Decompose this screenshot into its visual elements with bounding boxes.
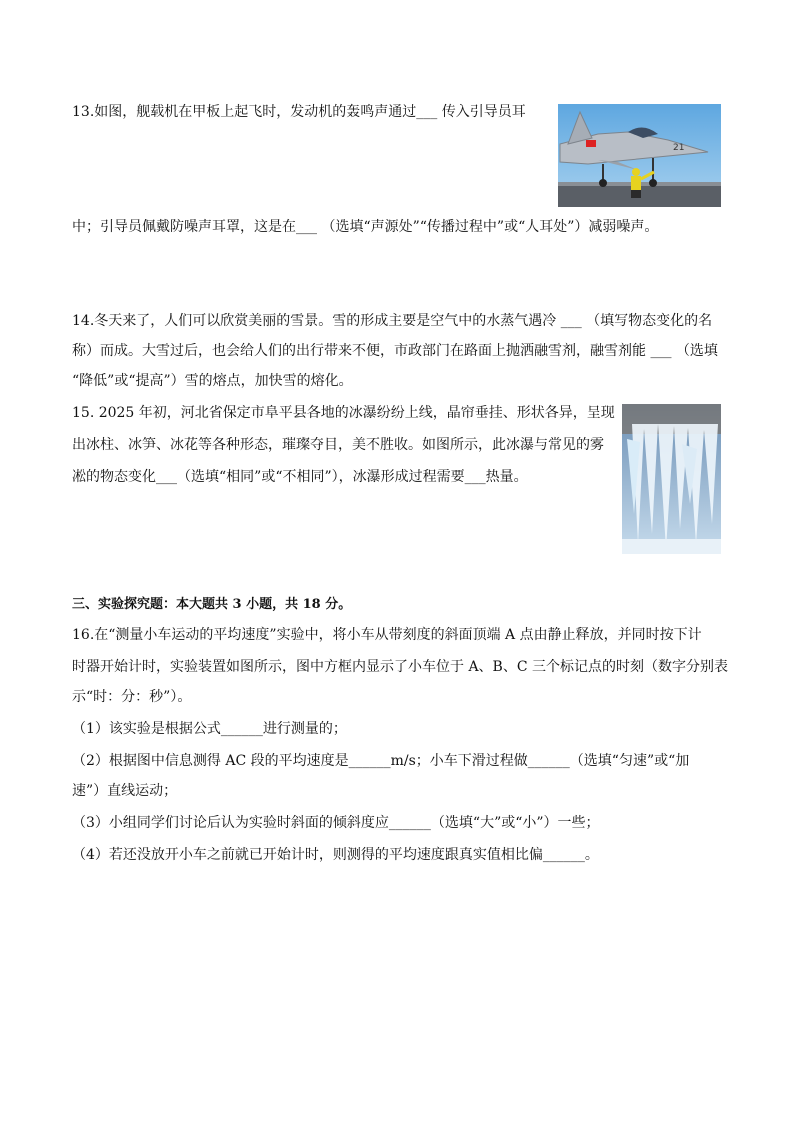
q16-part-3: （3）小组同学们讨论后认为实验时斜面的倾斜度应______（选填“大”或“小”）一些； <box>72 815 600 831</box>
ice-waterfall-illustration <box>622 404 721 554</box>
q14-line-2: 称）而成。大雪过后，也会给人们的出行带来不便，市政部门在路面上抛洒融雪剂，融雪剂能 ___ （选填 <box>72 343 718 359</box>
q13-line-1: 13.如图，舰载机在甲板上起飞时，发动机的轰鸣声通过___ 传入引导员耳 <box>72 104 526 120</box>
jet-photo <box>558 104 721 207</box>
q16-line-1: 16.在“测量小车运动的平均速度”实验中，将小车从带刻度的斜面顶端 A 点由静止释放，并同时按下计 <box>72 627 702 643</box>
q16-part-4: （4）若还没放开小车之前就已开始计时，则测得的平均速度跟真实值相比偏______。 <box>72 847 599 863</box>
ice-waterfall-photo <box>622 404 721 554</box>
q16-part-2b: 速”）直线运动； <box>72 783 178 799</box>
q16-line-2: 时器开始计时，实验装置如图所示，图中方框内显示了小车位于 A、B、C 三个标记点的时刻（数字分别表 <box>72 659 729 675</box>
q13-line-2: 中；引导员佩戴防噪声耳罩，这是在___ （选填“声源处”“传播过程中”或“人耳处”）减弱噪声。 <box>72 219 659 235</box>
jet-illustration <box>558 104 721 207</box>
q14-line-1: 14.冬天来了，人们可以欣赏美丽的雪景。雪的形成主要是空气中的水蒸气遇冷 ___ （填写物态变化的名 <box>72 313 713 329</box>
q15-line-3: 凇的物态变化___（选填“相同”或“不相同”），冰瀑形成过程需要___热量。 <box>72 469 528 485</box>
q14-line-3: “降低”或“提高”）雪的熔点，加快雪的熔化。 <box>72 373 353 389</box>
q16-line-3: 示“时：分：秒”）。 <box>72 689 192 705</box>
section-3-title: 三、实验探究题：本大题共 3 小题，共 18 分。 <box>72 597 352 612</box>
q16-part-1: （1）该实验是根据公式______进行测量的； <box>72 721 347 737</box>
q16-part-2a: （2）根据图中信息测得 AC 段的平均速度是______m/s；小车下滑过程做______（选填“匀速”或“加 <box>72 753 690 769</box>
jet-number: 21 <box>673 143 685 153</box>
q15-line-1: 15. 2025 年初，河北省保定市阜平县各地的冰瀑纷纷上线，晶帘垂挂、形状各异，呈现 <box>72 405 615 421</box>
q15-line-2: 出冰柱、冰笋、冰花等各种形态，璀璨夺目，美不胜收。如图所示，此冰瀑与常见的雾 <box>72 437 604 453</box>
